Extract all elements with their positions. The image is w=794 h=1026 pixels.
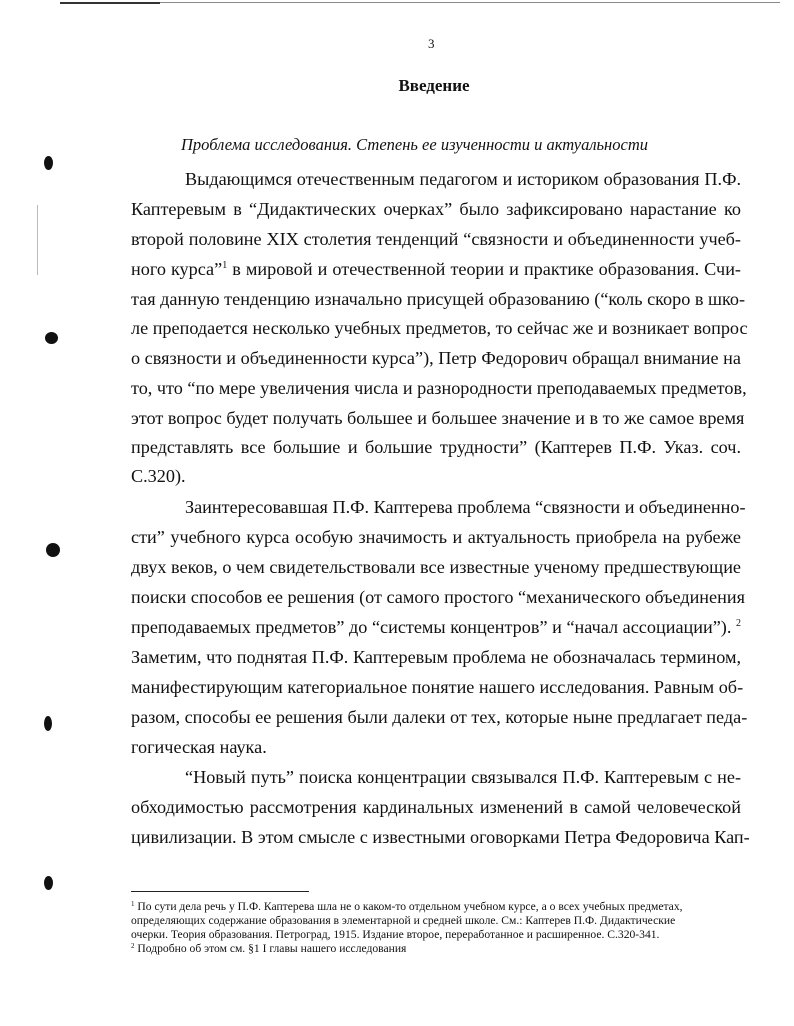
paragraph-line: цивилизации. В этом смысле с известными оговорками Петра Федоровича Кап- [131,827,750,847]
footnote-text: По сути дела речь у П.Ф. Каптерева шла не о каком-то отдельном учебном курсе, а о всех учебных предметах, [137,900,683,913]
paragraph-line: представлять все большие и большие трудности” (Каптерев П.Ф. Указ. соч. [131,437,741,457]
paragraph-line: Выдающимся отечественным педагогом и историком образования П.Ф. [185,169,741,189]
binder-hole-mark [45,332,58,344]
footnote-text: Подробно об этом см. §1 I главы нашего исследования [137,942,407,955]
paragraph-line: сти” учебного курса особую значимость и актуальность приобрела на рубеже [131,527,741,547]
footnote-line [131,900,739,914]
paragraph-line: “Новый путь” поиска концентрации связывался П.Ф. Каптеревым с не- [185,767,741,787]
paragraph-line: о связности и объединенности курса”), Петр Федорович обращал внимание на [131,348,741,368]
line-segment: в мировой и отечественной теории и практике образования. Счи- [227,259,741,279]
paragraph-line: манифестирующим категориальное понятие нашего исследования. Равным об- [131,677,744,697]
paragraph-line: поиски способов ее решения (от самого простого “механического объединения [131,587,745,607]
footnote-line [131,942,739,956]
paragraph-line: этот вопрос будет получать большее и большее значение и в то же самое время [131,408,745,428]
binder-hole-mark [46,543,60,557]
paragraph-line: ле преподается несколько учебных предметов, то сейчас же и возникает вопрос [131,318,748,338]
paragraph-line [131,258,741,280]
line-segment: ного курса” [131,259,223,279]
paragraph-line: Заметим, что поднятая П.Ф. Каптеревым проблема не обозначалась термином, [131,647,741,667]
paragraph-line: С.320). [131,466,186,486]
section-subtitle: Проблема исследования. Степень ее изученности и актуальности [181,135,648,154]
binder-hole-mark [44,876,53,890]
footnote-line: определяющих содержание образования в элементарной и средней школе. См.: Каптерев П.Ф. Дидактические [131,914,676,927]
page-number: 3 [428,36,435,51]
paragraph-line: разом, способы ее решения были далеки от тех, которые ныне предлагает педа- [131,707,748,727]
line-segment: преподаваемых предметов” до “системы концентров” и “начал ассоциации”). [131,617,732,637]
paragraph-line: обходимостью рассмотрения кардинальных изменений в самой человеческой [131,797,741,817]
scan-top-edge [60,2,780,3]
paragraph-line: то, что “по мере увеличения числа и разнородности преподаваемых предметов, [131,378,747,398]
binder-hole-mark [44,716,52,731]
binder-hole-mark [44,156,53,170]
paragraph-line: Заинтересовавшая П.Ф. Каптерева проблема “связности и объединенно- [185,497,746,517]
paragraph-line [131,616,741,638]
paragraph-line: Каптеревым в “Дидактических очерках” было зафиксировано нарастание ко [131,199,741,219]
footnote-ref-1: 1 [222,260,228,271]
scan-top-edge-mark [60,2,160,4]
footnote-line: очерки. Теория образования. Петроград, 1915. Издание второе, переработанное и расширенное. С.320-341. [131,928,660,941]
paragraph-line: двух веков, о чем свидетельствовали все известные ученому предшествующие [131,557,741,577]
footnote-ref-2: 2 [736,618,741,629]
paragraph-line: второй половине XIX столетия тенденций “связности и объединенности учеб- [131,229,741,249]
page-title: Введение [398,76,470,95]
scan-margin-artifact [37,205,38,275]
footnote-number: 1 [131,900,135,908]
footnote-separator [131,891,309,892]
paragraph-line: тая данную тенденцию изначально присущей образованию (“коль скоро в шко- [131,289,746,309]
footnote-number: 2 [131,942,135,950]
paragraph-line: гогическая наука. [131,737,267,757]
